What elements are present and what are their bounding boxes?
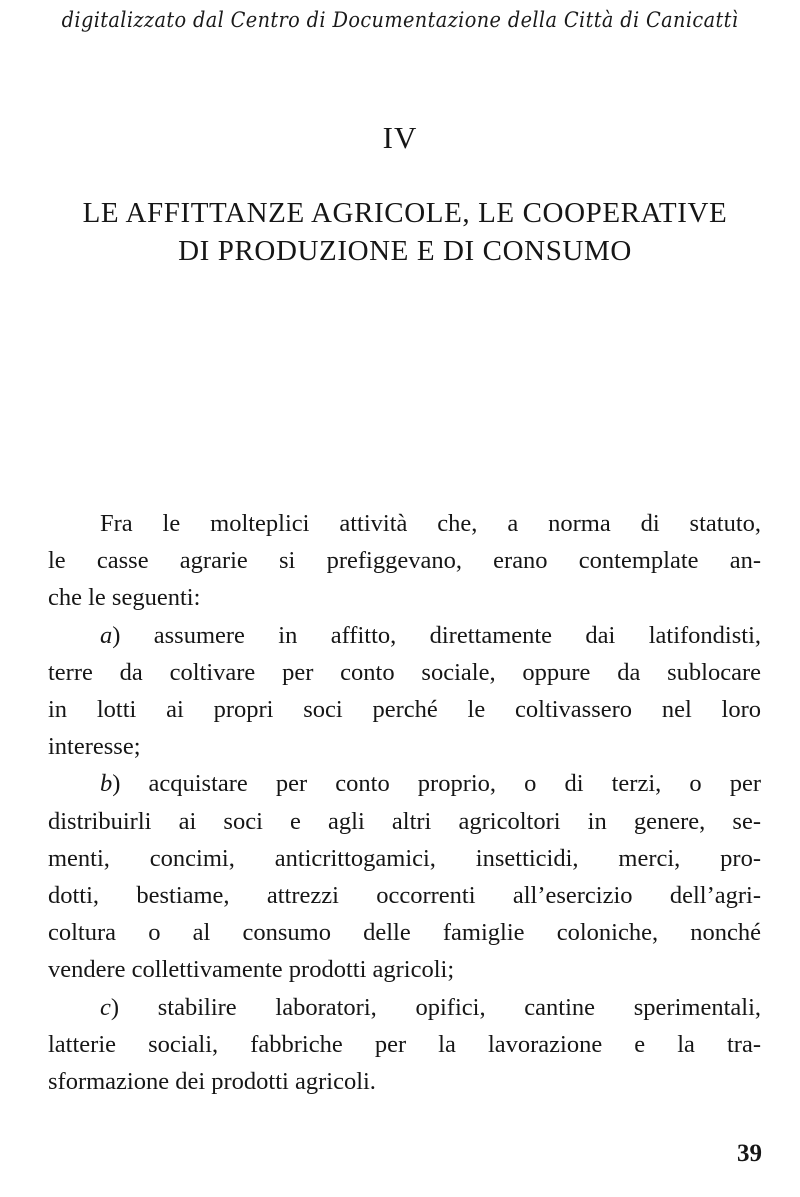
digitization-watermark: digitalizzato dal Centro di Documentazione della Città di Canicattì xyxy=(61,8,739,32)
text-line: coltura o al consumo delle famiglie coloniche, nonché xyxy=(48,919,761,947)
text-line-content: ) acquistare per conto proprio, o di terzi, o per xyxy=(112,770,761,798)
text-line xyxy=(48,617,761,654)
text-line: interesse; xyxy=(48,733,141,761)
text-line: in lotti ai propri soci perché le coltivassero nel loro xyxy=(48,696,761,724)
list-item-b xyxy=(48,765,761,988)
chapter-title-line: LE AFFITTANZE AGRICOLE, LE COOPERATIVE xyxy=(82,197,728,229)
text-line: menti, concimi, anticrittogamici, insetticidi, merci, pro- xyxy=(48,844,761,872)
text-line: sformazione dei prodotti agricoli. xyxy=(48,1068,376,1096)
chapter-title-line: DI PRODUZIONE E DI CONSUMO xyxy=(178,235,632,267)
text-line xyxy=(48,765,761,802)
text-line: dotti, bestiame, attrezzi occorrenti all’esercizio dell’agri- xyxy=(48,882,761,910)
text-line-content: ) stabilire laboratori, opifici, cantine sperimentali, xyxy=(110,993,761,1021)
body-text xyxy=(48,505,761,1100)
chapter-title xyxy=(40,194,770,270)
item-letter: c xyxy=(100,993,111,1021)
item-letter: b xyxy=(100,770,113,798)
page-number: 39 xyxy=(737,1140,762,1167)
list-item-c xyxy=(48,989,761,1101)
list-item-a xyxy=(48,617,761,766)
text-line-content: ) assumere in affitto, direttamente dai latifondisti, xyxy=(112,621,761,649)
text-line: Fra le molteplici attività che, a norma di statuto, xyxy=(100,510,761,537)
text-line: le casse agrarie si prefiggevano, erano contemplate an- xyxy=(48,547,761,575)
item-letter: a xyxy=(100,621,113,649)
intro-paragraph xyxy=(48,505,761,617)
text-line: distribuirli ai soci e agli altri agricoltori in genere, se- xyxy=(48,807,761,835)
text-line xyxy=(48,989,761,1026)
chapter-number: IV xyxy=(382,120,418,155)
text-line: latterie sociali, fabbriche per la lavorazione e la tra- xyxy=(48,1030,761,1058)
text-line: vendere collettivamente prodotti agricoli; xyxy=(48,956,455,984)
text-line: terre da coltivare per conto sociale, oppure da sublocare xyxy=(48,658,761,686)
text-line: che le seguenti: xyxy=(48,584,201,612)
